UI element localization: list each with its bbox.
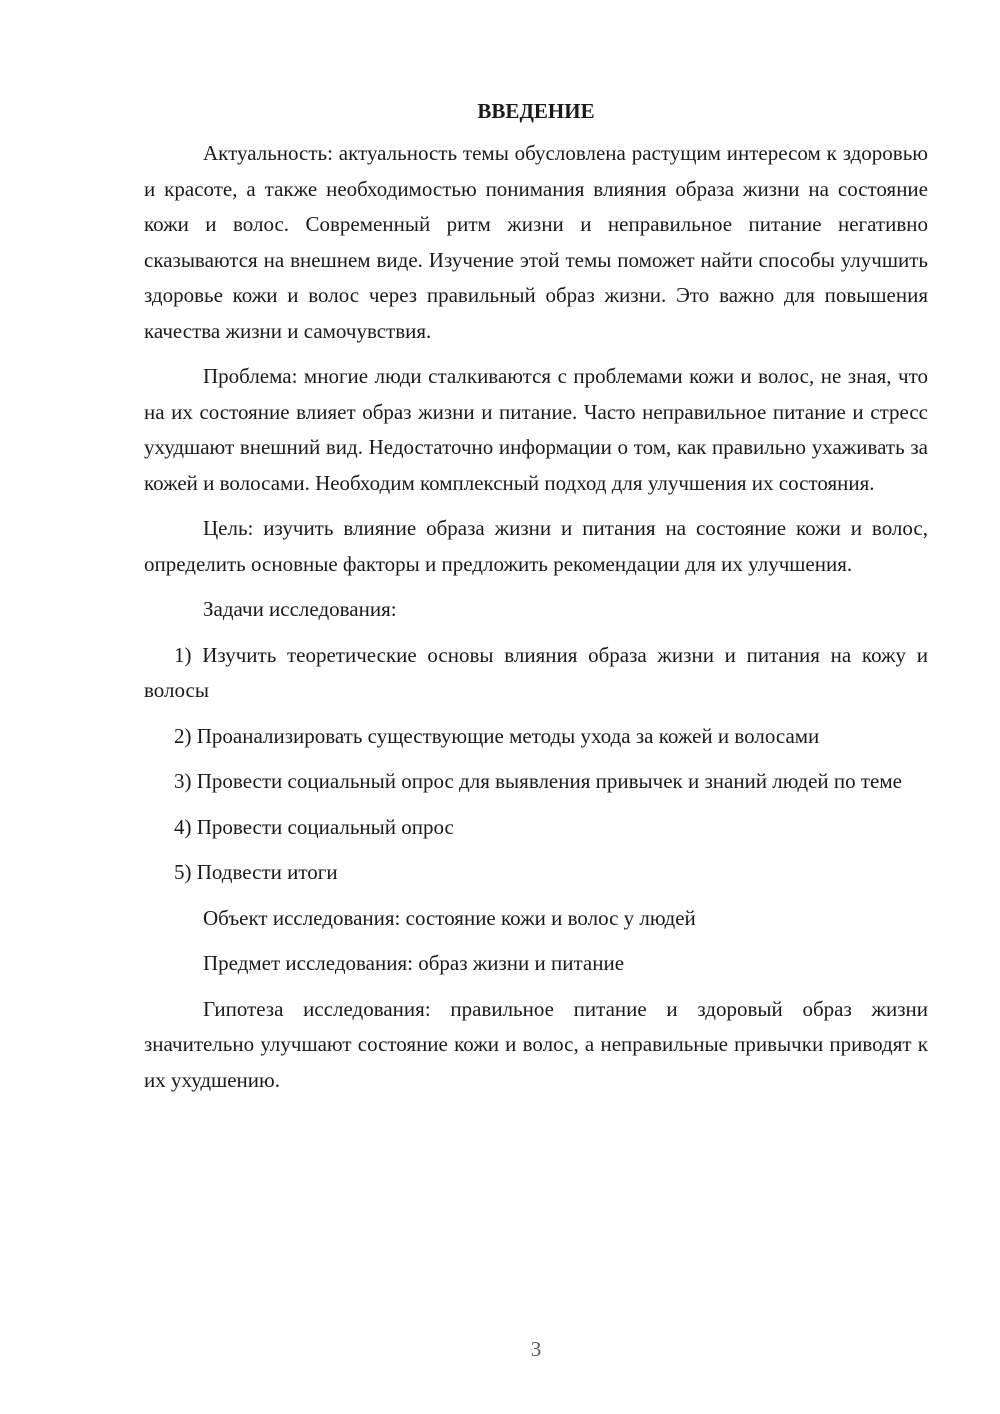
task-item-5: 5) Подвести итоги [174,860,338,884]
goal-paragraph: Цель: изучить влияние образа жизни и питания на состояние кожи и волос, определить основные факторы и предложить рекомендации для их улучшения. [144,516,928,576]
object-paragraph: Объект исследования: состояние кожи и волос у людей [203,905,696,930]
subject-paragraph: Предмет исследования: образ жизни и питание [203,951,625,975]
task-item-2: 2) Проанализировать существующие методы ухода за кожей и волосами [174,723,820,748]
task-item-4: 4) Провести социальный опрос [174,814,454,839]
page-content [144,94,928,1108]
page-number: 3 [530,1337,542,1361]
section-title: ВВЕДЕНИЕ [477,99,595,123]
task-item-1: 1) Изучить теоретические основы влияния образа жизни и питания на кожу и волосы [144,642,928,702]
task-item-3: 3) Провести социальный опрос для выявления привычек и знаний людей по теме [174,769,902,793]
problem-paragraph: Проблема: многие люди сталкиваются с проблемами кожи и волос, не зная, что на их состояние влияет образ жизни и питание. Часто неправильное питание и стресс ухудшают внешний вид. Недостаточно информации о том, как правильно ухаживать за кожей и волосами. Необходим комплексный подход для улучшения их состояния. [144,364,928,495]
relevance-paragraph: Актуальность: актуальность темы обусловлена растущим интересом к здоровью и красоте, а также необходимостью понимания влияния образа жизни на состояние кожи и волос. Современный ритм жизни и неправильное питание негативно сказываются на внешнем виде. Изучение этой темы поможет найти способы улучшить здоровье кожи и волос через правильный образ жизни. Это важно для повышения качества жизни и самочувствия. [144,141,928,343]
hypothesis-paragraph: Гипотеза исследования: правильное питание и здоровый образ жизни значительно улучшают состояние кожи и волос, а неправильные привычки приводят к их ухудшению. [144,996,928,1092]
tasks-heading: Задачи исследования: [203,597,397,621]
